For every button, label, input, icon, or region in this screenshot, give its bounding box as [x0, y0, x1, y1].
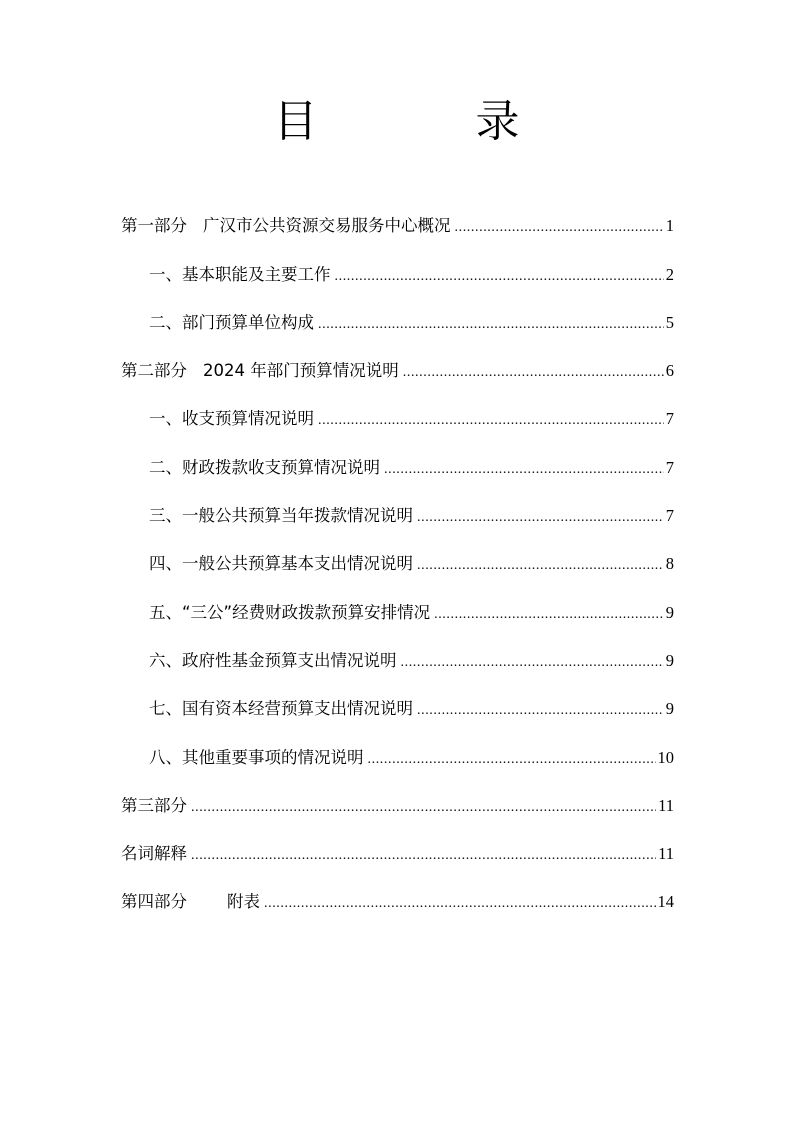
toc-entry-label: 四、一般公共预算基本支出情况说明 — [149, 554, 413, 574]
toc-entry-part-2[interactable] — [121, 333, 674, 381]
table-of-contents — [121, 188, 674, 912]
toc-page-number: 7 — [665, 409, 674, 429]
toc-leader-dots — [191, 844, 656, 864]
toc-leader-dots — [191, 796, 656, 816]
toc-entry-label: 一、基本职能及主要工作 — [149, 264, 331, 284]
toc-entry-budget-units[interactable] — [121, 285, 674, 333]
toc-leader-dots — [455, 216, 664, 236]
toc-page-number: 9 — [665, 650, 674, 670]
page-title: 目 录 — [273, 96, 592, 147]
toc-entry-basic-functions[interactable] — [121, 236, 674, 284]
toc-entry-part-3[interactable] — [121, 768, 674, 816]
toc-page-number: 11 — [658, 844, 674, 864]
toc-entry-general-public-current[interactable] — [121, 478, 674, 526]
toc-leader-dots — [264, 892, 656, 912]
toc-entry-label: 五、“三公”经费财政拨款预算安排情况 — [149, 602, 431, 622]
toc-entry-three-public-expenses[interactable] — [121, 574, 674, 622]
toc-entry-label: 一、收支预算情况说明 — [149, 409, 314, 429]
toc-leader-dots — [417, 554, 664, 574]
toc-entry-subtitle: 2024 年部门预算情况说明 — [203, 361, 399, 381]
toc-entry-label: 二、部门预算单位构成 — [149, 312, 314, 332]
toc-entry-other-matters[interactable] — [121, 719, 674, 767]
toc-entry-part-4[interactable] — [121, 864, 674, 912]
toc-entry-label: 第一部分 广汉市公共资源交易服务中心概况 — [121, 216, 451, 236]
toc-entry-label: 第三部分 — [121, 795, 187, 815]
toc-entry-subtitle: 广汉市公共资源交易服务中心概况 — [203, 216, 451, 236]
toc-page-number: 2 — [665, 264, 674, 284]
toc-page-number: 9 — [665, 699, 674, 719]
toc-entry-fiscal-allocation[interactable] — [121, 429, 674, 477]
toc-page-number: 10 — [657, 747, 674, 767]
toc-page-number: 9 — [665, 602, 674, 622]
toc-entry-state-capital[interactable] — [121, 671, 674, 719]
toc-entry-glossary[interactable] — [121, 816, 674, 864]
toc-entry-label: 二、财政拨款收支预算情况说明 — [149, 457, 380, 477]
toc-leader-dots — [401, 651, 664, 671]
toc-entry-label: 七、国有资本经营预算支出情况说明 — [149, 699, 413, 719]
toc-leader-dots — [403, 361, 664, 381]
toc-page-number: 14 — [657, 892, 674, 912]
toc-entry-label: 名词解释 — [121, 844, 187, 864]
toc-entry-subtitle: 附表 — [227, 892, 260, 912]
toc-leader-dots — [384, 458, 664, 478]
toc-page-number: 7 — [665, 506, 674, 526]
toc-entry-label: 第四部分 附表 — [121, 892, 260, 912]
toc-page-number: 11 — [658, 795, 674, 815]
toc-entry-label: 第二部分 2024 年部门预算情况说明 — [121, 361, 399, 381]
toc-entry-label: 三、一般公共预算当年拨款情况说明 — [149, 506, 413, 526]
toc-page-number: 7 — [665, 457, 674, 477]
toc-leader-dots — [335, 265, 664, 285]
toc-page-number: 8 — [665, 554, 674, 574]
toc-leader-dots — [368, 748, 656, 768]
toc-leader-dots — [417, 506, 664, 526]
toc-entry-label: 六、政府性基金预算支出情况说明 — [149, 650, 397, 670]
toc-page-number: 1 — [665, 216, 674, 236]
toc-leader-dots — [434, 603, 664, 623]
toc-leader-dots — [318, 313, 664, 333]
toc-entry-revenue-expenditure[interactable] — [121, 381, 674, 429]
toc-entry-label: 八、其他重要事项的情况说明 — [149, 747, 364, 767]
toc-entry-general-public-basic[interactable] — [121, 526, 674, 574]
toc-entry-government-fund[interactable] — [121, 623, 674, 671]
toc-page-number: 5 — [665, 312, 674, 332]
toc-page-number: 6 — [665, 361, 674, 381]
toc-leader-dots — [417, 699, 664, 719]
toc-leader-dots — [318, 409, 664, 429]
toc-entry-part-1[interactable] — [121, 188, 674, 236]
